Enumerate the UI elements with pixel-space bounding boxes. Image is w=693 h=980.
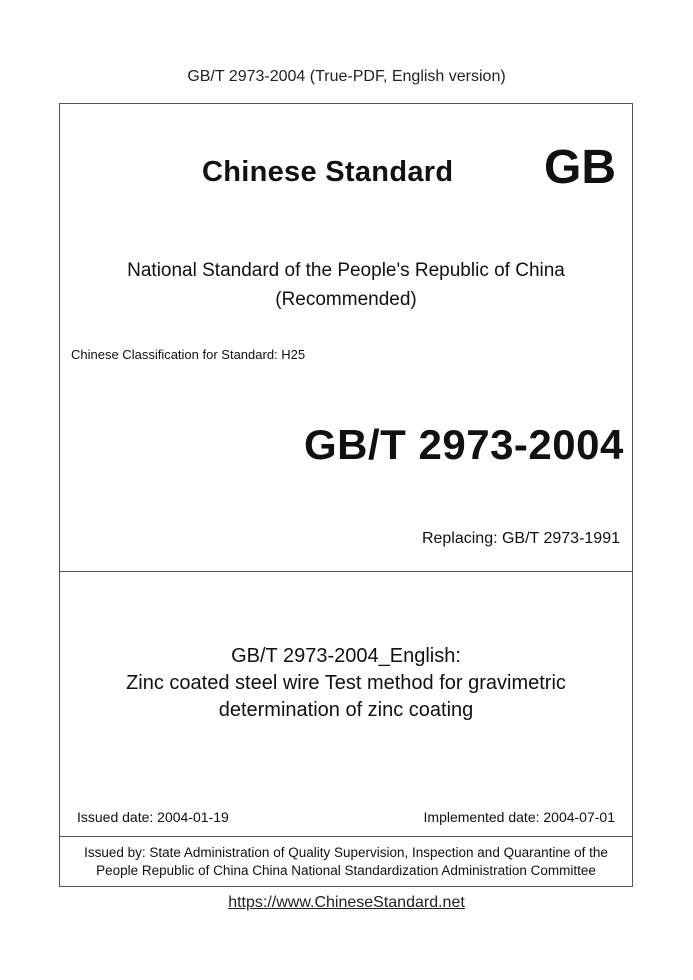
document-title-line-3: determination of zinc coating (218, 699, 474, 721)
issuer-line-2: People Republic of China China National Standardization Administration Committee (96, 863, 596, 878)
standard-number: GB/T 2973-2004 (304, 421, 624, 468)
national-standard-line-1: National Standard of the People's Republic of China (127, 260, 565, 281)
cover-issuer-section (60, 837, 632, 886)
document-title-line-1: GB/T 2973-2004_English: (231, 645, 461, 667)
document-title-line-2: Zinc coated steel wire Test method for gravimetric (126, 672, 566, 694)
standard-title: Chinese Standard (202, 156, 454, 188)
classification-label: Chinese Classification for Standard: H25 (71, 347, 306, 362)
page-header: GB/T 2973-2004 (True-PDF, English version) (187, 68, 506, 85)
cover-frame (59, 103, 633, 887)
cover-middle-section (60, 572, 632, 837)
implemented-date: Implemented date: 2004-07-01 (423, 809, 615, 825)
issuer-line-1: Issued by: State Administration of Quality Supervision, Inspection and Quarantine of the (84, 845, 608, 860)
document-title (60, 643, 632, 724)
national-standard-line-2: (Recommended) (275, 289, 417, 310)
issued-date: Issued date: 2004-01-19 (77, 809, 229, 825)
cover-top-section (60, 104, 632, 572)
gb-mark: GB (544, 141, 616, 194)
issuer-text (60, 844, 632, 880)
website-link[interactable]: https://www.ChineseStandard.net (228, 894, 465, 911)
replacing-label: Replacing: GB/T 2973-1991 (421, 530, 620, 547)
national-standard-label (60, 256, 632, 314)
